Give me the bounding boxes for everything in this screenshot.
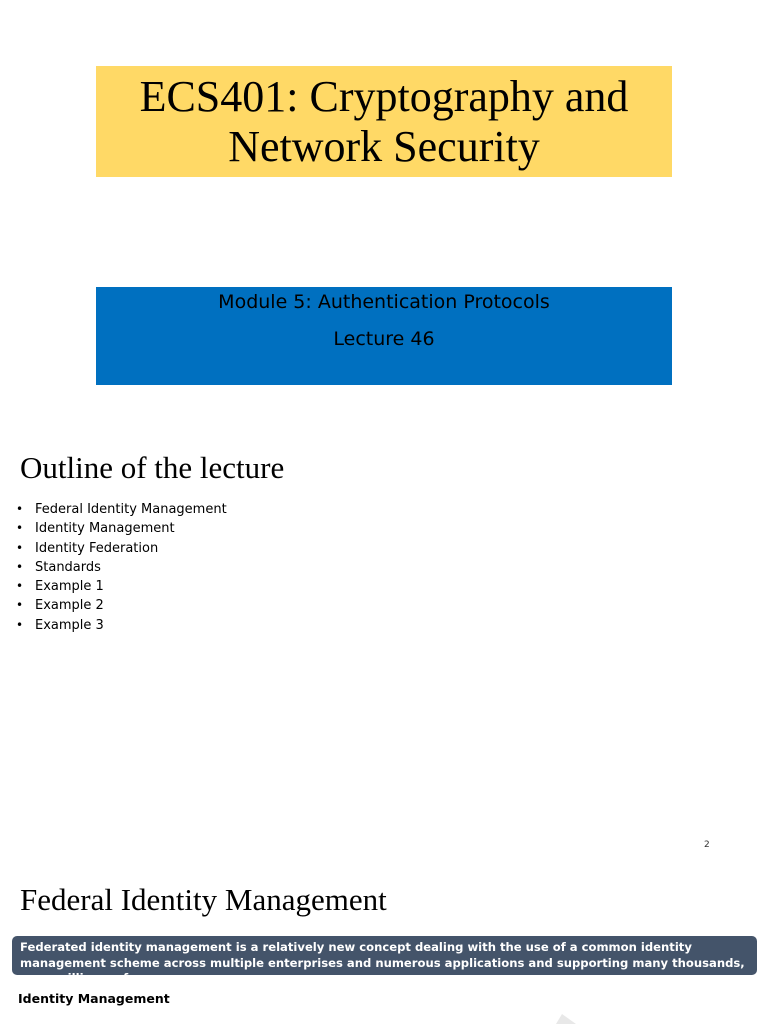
outline-item-label: Identity Management — [35, 521, 175, 537]
outline-item — [16, 558, 227, 577]
decorative-arrow-shape — [548, 1004, 588, 1024]
outline-item-label: Identity Federation — [35, 540, 159, 556]
course-title-banner — [96, 66, 672, 177]
bullet-icon: • — [16, 540, 24, 555]
bullet-icon: • — [16, 579, 24, 594]
outline-item — [16, 596, 227, 615]
bullet-icon: • — [16, 617, 24, 632]
identity-management-subheading: Identity Management — [18, 991, 170, 1006]
bullet-icon: • — [16, 521, 24, 536]
outline-heading: Outline of the lecture — [20, 450, 285, 485]
bullet-icon: • — [16, 559, 24, 574]
outline-item — [16, 500, 227, 519]
definition-callout: Federated identity management is a relatively new concept dealing with the use of a common identity management scheme across multiple enterprises and numerous applications and supporting many thousands, even millions, of users. — [12, 936, 757, 975]
federal-heading: Federal Identity Management — [20, 882, 387, 917]
outline-item-label: Example 3 — [35, 617, 104, 633]
outline-item — [16, 519, 227, 538]
outline-item-label: Standards — [35, 559, 101, 575]
page-number: 2 — [704, 840, 710, 850]
outline-item — [16, 539, 227, 558]
bullet-icon: • — [16, 502, 24, 516]
outline-item — [16, 616, 227, 635]
course-title-line-1: ECS401: Cryptography and — [139, 71, 629, 121]
module-title: Module 5: Authentication Protocols — [218, 291, 550, 313]
outline-item — [16, 577, 227, 596]
outline-item-label: Federal Identity Management — [35, 502, 227, 517]
bullet-icon: • — [16, 598, 24, 613]
outline-item-label: Example 1 — [35, 579, 104, 595]
outline-item-label: Example 2 — [35, 598, 104, 614]
module-banner — [96, 287, 672, 385]
outline-list — [16, 500, 227, 635]
course-title-line-2: Network Security — [228, 121, 540, 171]
lecture-number: Lecture 46 — [333, 328, 435, 350]
